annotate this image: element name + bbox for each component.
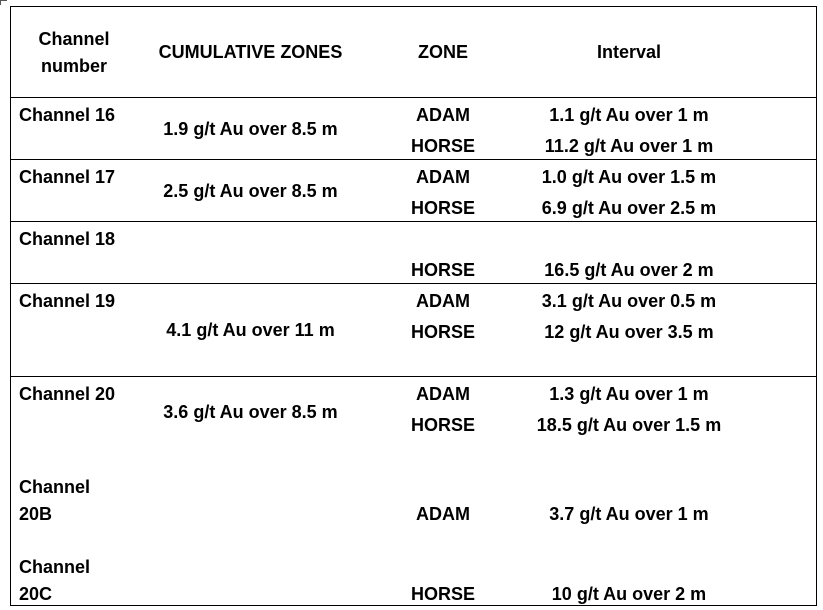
row-zone: HORSE: [410, 198, 475, 218]
row-cumulative: 2.5 g/t Au over 8.5 m: [163, 181, 338, 201]
corner-mark: [0, 0, 7, 5]
header-channel-line1: Channel: [38, 29, 110, 49]
row-interval: 10 g/t Au over 2 m: [551, 584, 707, 604]
row-interval: 6.9 g/t Au over 2.5 m: [541, 198, 717, 218]
table-row: [11, 98, 816, 160]
row-channel: [19, 554, 139, 608]
row-channel-line2: 20B: [19, 504, 53, 524]
table-row: [11, 284, 816, 377]
row-interval: 1.1 g/t Au over 1 m: [549, 105, 709, 125]
row-channel-line1: Channel: [19, 477, 91, 497]
row-zone: HORSE: [410, 322, 475, 342]
header-cumulative-zones: CUMULATIVE ZONES: [158, 42, 343, 62]
row-channel: Channel 16: [19, 105, 116, 125]
row-cumulative: 3.6 g/t Au over 8.5 m: [163, 402, 338, 422]
row-interval: 12 g/t Au over 3.5 m: [544, 322, 714, 342]
row-interval: 11.2 g/t Au over 1 m: [544, 136, 714, 156]
header-zone: ZONE: [417, 42, 468, 62]
header-interval: Interval: [596, 42, 662, 62]
row-zone: HORSE: [410, 415, 475, 435]
row-channel-line2: 20C: [19, 584, 53, 604]
table-row: [11, 160, 816, 222]
table-header-row: [11, 7, 816, 98]
row-interval: 16.5 g/t Au over 2 m: [544, 260, 714, 280]
row-channel: Channel 18: [19, 229, 116, 249]
row-channel: Channel 19: [19, 291, 116, 311]
table-row: [11, 222, 816, 284]
table-row-group: [11, 377, 816, 605]
row-channel: [19, 474, 139, 528]
row-channel: Channel 20: [19, 384, 116, 404]
row-interval: 3.7 g/t Au over 1 m: [549, 504, 709, 524]
results-table: [10, 6, 817, 606]
row-zone: ADAM: [416, 291, 470, 311]
row-channel: Channel 17: [19, 167, 116, 187]
row-zone: ADAM: [416, 105, 470, 125]
header-channel-line2: number: [40, 56, 107, 76]
row-interval: 1.3 g/t Au over 1 m: [549, 384, 709, 404]
header-channel-number: [19, 26, 129, 80]
row-interval: 3.1 g/t Au over 0.5 m: [541, 291, 717, 311]
row-zone: ADAM: [416, 504, 470, 524]
row-zone: ADAM: [416, 167, 470, 187]
row-interval: 1.0 g/t Au over 1.5 m: [541, 167, 717, 187]
row-cumulative: 1.9 g/t Au over 8.5 m: [163, 119, 338, 139]
row-zone: HORSE: [410, 260, 475, 280]
row-interval: 18.5 g/t Au over 1.5 m: [536, 415, 722, 435]
row-cumulative: 4.1 g/t Au over 11 m: [166, 320, 335, 340]
row-zone: HORSE: [410, 584, 475, 604]
row-zone: HORSE: [410, 136, 475, 156]
row-zone: ADAM: [416, 384, 470, 404]
row-channel-line1: Channel: [19, 557, 91, 577]
